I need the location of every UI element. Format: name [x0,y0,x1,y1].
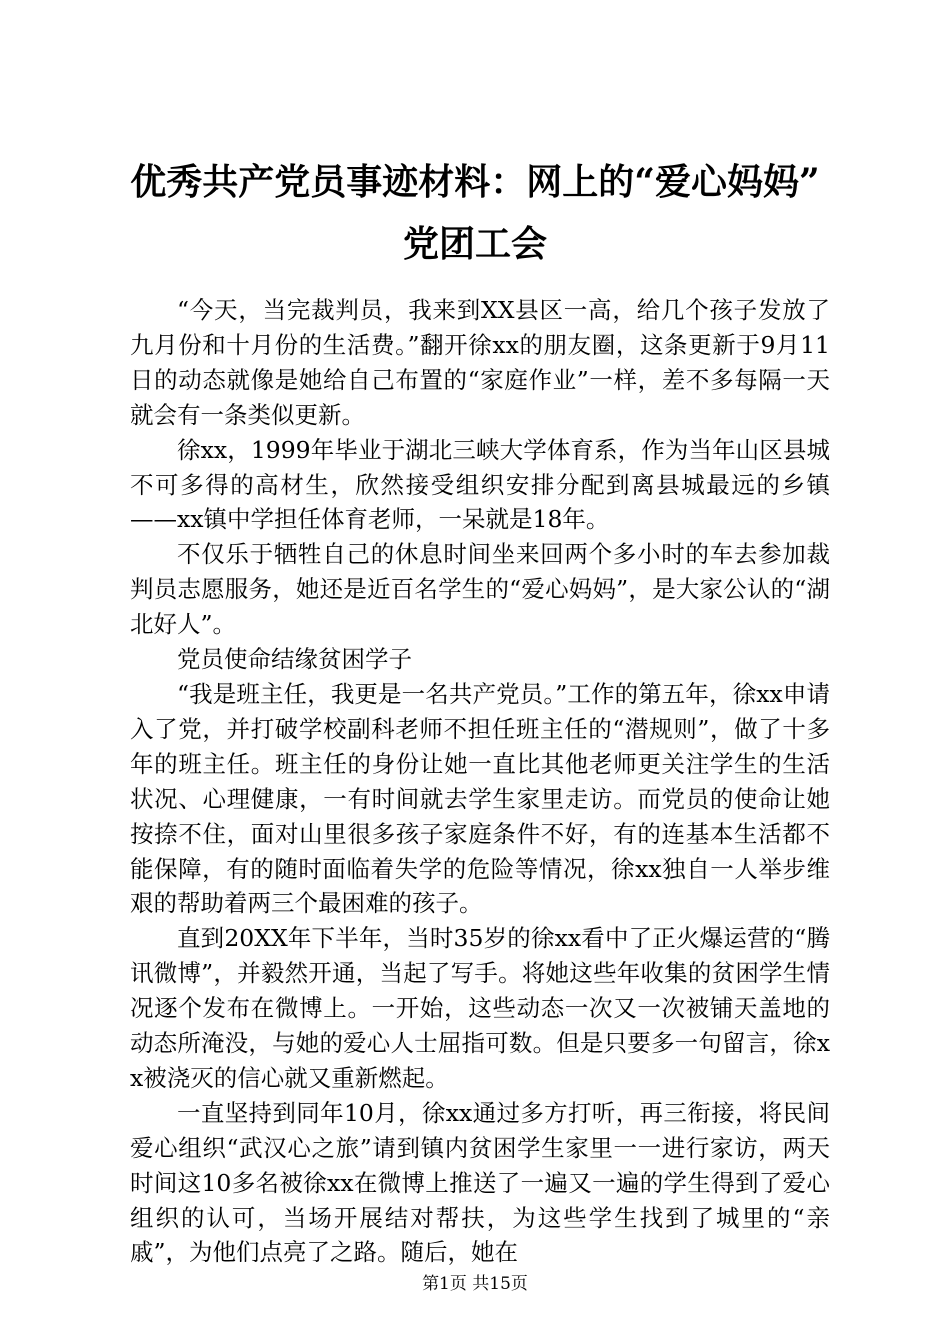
document-title: 优秀共产党员事迹材料：网上的“爱心妈妈” [130,161,820,203]
section-heading: 党员使命结缘贫困学子 [177,645,412,674]
paragraph-charity: 一直坚持到同年10月，徐xx通过多方打听，再三衔接，将民间爱心组织“武汉心之旅”请到镇内贫困学生家里一一进行家访，两天时间这10多名被徐xx在微博上推送了一遍又一遍的学生得到了爱心组织的认可，当场开展结对帮扶，为这些学生找到了城里的“亲戚”，为他们点亮了之路。随后，她在 [130,1098,830,1267]
document-body [130,293,830,1270]
document-title-continued: 党团工会 [402,223,547,265]
paragraph-background: 徐xx，1999年毕业于湖北三峡大学体育系，作为当年山区县城不可多得的高材生，欣然接受组织安排分配到离县城最远的乡镇——xx镇中学担任体育老师，一呆就是18年。 [130,435,830,534]
page-number-footer: 第1页 共15页 [422,1274,528,1294]
paragraph-intro: “今天，当完裁判员，我来到XX县区一高，给几个孩子发放了九月份和十月份的生活费。”翻开徐xx的朋友圈，这条更新于9月11日的动态就像是她给自己布置的“家庭作业”一样，差不多每隔一天就会有一条类似更新。 [130,296,830,429]
paragraph-weibo: 直到20XX年下半年，当时35岁的徐xx看中了正火爆运营的“腾讯微博”，并毅然开通，当起了写手。将她这些年收集的贫困学生情况逐个发布在微博上。一开始，这些动态一次又一次被铺天盖地的动态所淹没，与她的爱心人士屈指可数。但是只要多一句留言，徐xx被浇灭的信心就又重新燃起。 [130,924,830,1092]
paragraph-party-mission: “我是班主任，我更是一名共产党员。”工作的第五年，徐xx申请入了党，并打破学校副科老师不担任班主任的“潜规则”，做了十多年的班主任。班主任的身份让她一直比其他老师更关注学生的生活状况、心理健康，一有时间就去学生家里走访。而党员的使命让她按捺不住，面对山里很多孩子家庭条件不好，有的连基本生活都不能保障，有的随时面临着失学的危险等情况，徐xx独自一人举步维艰的帮助着两三个最困难的孩子。 [130,679,830,918]
paragraph-volunteer: 不仅乐于牺牲自己的休息时间坐来回两个多小时的车去参加裁判员志愿服务，她还是近百名学生的“爱心妈妈”，是大家公认的“湖北好人”。 [130,540,830,639]
